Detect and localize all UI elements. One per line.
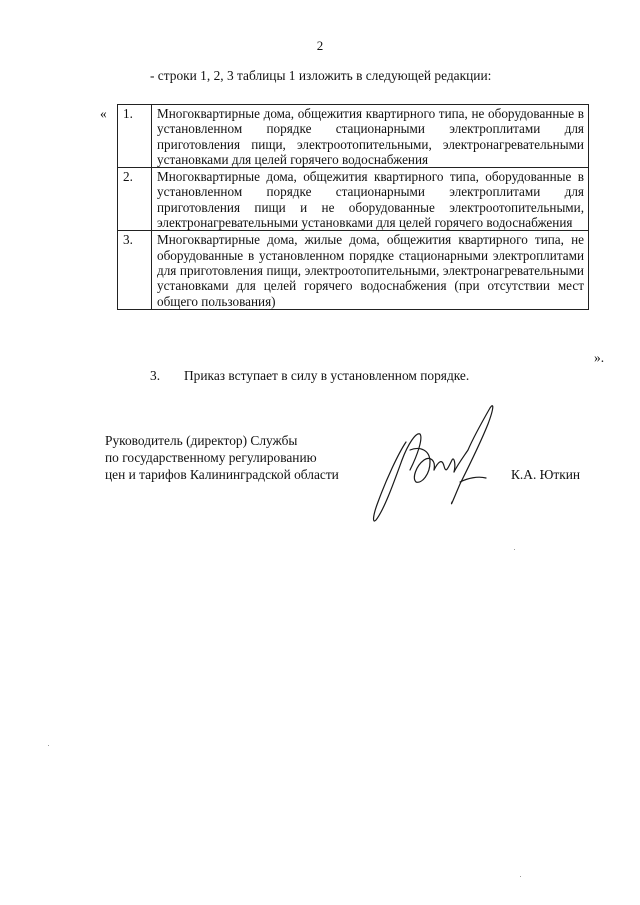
row-number: 2. (118, 168, 152, 231)
handwritten-signature (360, 398, 510, 528)
scan-speck (514, 549, 515, 550)
scan-speck (48, 745, 49, 746)
clause-3 (150, 368, 469, 384)
position-line: Руководитель (директор) Службы (105, 433, 298, 448)
row-number: 1. (118, 105, 152, 168)
row-number: 3. (118, 231, 152, 309)
table-row (118, 105, 589, 168)
scan-speck (520, 876, 521, 877)
row-text: Многоквартирные дома, общежития квартирного типа, оборудованные в установленном порядке стационарными электроплитами для приготовления пищи и не оборудованные электроотопительными, электронагревательными установками для целей горячего водоснабжения (152, 168, 589, 231)
position-line: по государственному регулированию (105, 450, 317, 465)
row-text: Многоквартирные дома, жилые дома, общежития квартирного типа, не оборудованные в установленном порядке стационарными электроплитами для приготовления пищи, электроотопительными, электронагревательными установками для целей горячего водоснабжения (при отсутствии мест общего пользования) (152, 231, 589, 309)
quote-close: ». (594, 350, 605, 365)
quote-open: « (100, 106, 107, 121)
position-line: цен и тарифов Калининградской области (105, 467, 339, 482)
page-number: 2 (316, 38, 324, 53)
table-row (118, 231, 589, 309)
clause-number: 3. (150, 368, 161, 383)
intro-text: - строки 1, 2, 3 таблицы 1 изложить в следующей редакции: (150, 68, 492, 83)
table-row (118, 168, 589, 231)
clause-text: Приказ вступает в силу в установленном порядке. (184, 368, 470, 383)
signatory-name: К.А. Юткин (511, 467, 581, 482)
signatory-position (105, 432, 339, 483)
row-text: Многоквартирные дома, общежития квартирного типа, не оборудованные в установленном порядке стационарными электроплитами для приготовления пищи, электроотопительными, электронагревательными установками для целей горячего водоснабжения (152, 105, 589, 168)
amendment-table (117, 104, 589, 310)
